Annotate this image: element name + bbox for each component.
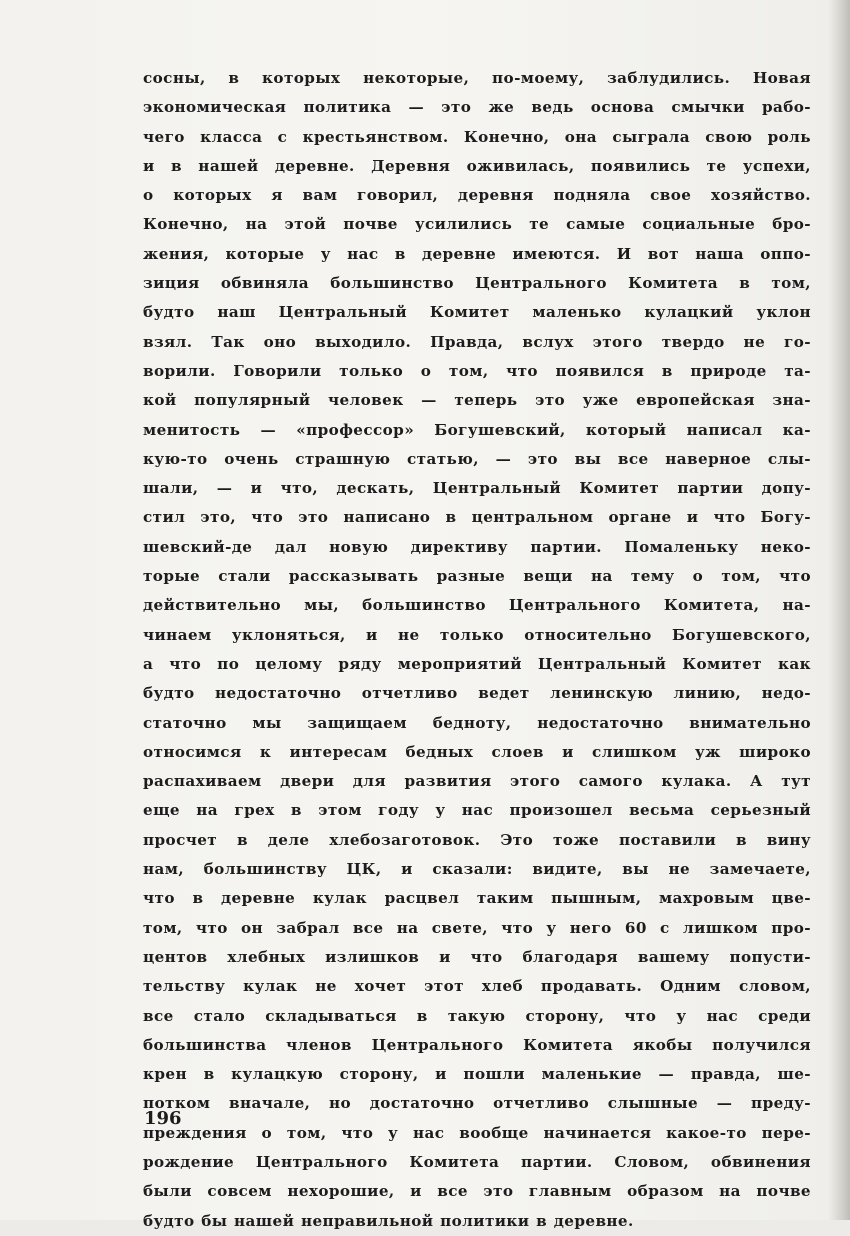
text-line: стил это, что это написано в центральном органе и что Богу- [143,508,811,527]
text-line: зиция обвиняла большинство Центрального Комитета в том, [143,274,811,293]
text-line: чего класса с крестьянством. Конечно, она сыграла свою роль [143,127,811,146]
text-line: взял. Так оно выходило. Правда, вслух этого твердо не го- [143,332,811,351]
text-line: преждения о том, что у нас вообще начинается какое-то пере- [143,1123,811,1142]
text-line: чинаем уклоняться, и не только относительно Богушевского, [143,625,811,644]
body-text [143,64,811,1236]
text-line: рождение Центрального Комитета партии. Словом, обвинения [143,1152,811,1171]
text-line: о которых я вам говорил, деревня подняла свое хозяйство. [143,186,811,205]
text-line: будто недостаточно отчетливо ведет ленинскую линию, недо- [143,684,811,703]
text-line: потком вначале, но достаточно отчетливо слышные — преду- [143,1094,811,1113]
text-line: менитость — «профессор» Богушевский, который написал ка- [143,420,811,439]
text-line: что в деревне кулак расцвел таким пышным, махровым цве- [143,889,811,908]
page-edge-shadow [828,0,850,1220]
text-line: будто наш Центральный Комитет маленько кулацкий уклон [143,303,811,322]
text-line: а что по целому ряду мероприятий Центральный Комитет как [143,654,811,673]
text-line: экономическая политика — это же ведь основа смычки рабо- [143,98,811,117]
text-line: шали, — и что, дескать, Центральный Комитет партии допу- [143,479,811,498]
text-line: кую-то очень страшную статью, — это вы все наверное слы- [143,449,811,468]
text-line: сосны, в которых некоторые, по-моему, заблудились. Новая [143,69,811,87]
text-line: статочно мы защищаем бедноту, недостаточно внимательно [143,713,811,732]
text-line: относимся к интересам бедных слоев и слишком уж широко [143,742,811,761]
text-line: нам, большинству ЦК, и сказали: видите, вы не замечаете, [143,860,811,879]
page-number: 196 [144,1108,182,1129]
text-line: все стало складываться в такую сторону, что у нас среди [143,1006,811,1025]
text-line: действительно мы, большинство Центрального Комитета, на- [143,596,811,615]
text-line: крен в кулацкую сторону, и пошли маленькие — правда, ше- [143,1065,811,1084]
text-line: большинства членов Центрального Комитета якобы получился [143,1035,811,1054]
text-line: Конечно, на этой почве усилились те самые социальные бро- [143,215,811,234]
text-line: торые стали рассказывать разные вещи на тему о том, что [143,567,811,586]
text-line: были совсем нехорошие, и все это главным образом на почве [143,1182,811,1201]
text-line: центов хлебных излишков и что благодаря вашему попусти- [143,947,811,966]
text-line: и в нашей деревне. Деревня оживилась, появились те успехи, [143,156,811,175]
text-line: шевский-де дал новую директиву партии. Помаленьку неко- [143,537,811,556]
text-line: будто бы нашей неправильной политики в деревне. [143,1211,634,1230]
text-line: распахиваем двери для развития этого самого кулака. А тут [143,772,811,791]
text-line: еще на грех в этом году у нас произошел весьма серьезный [143,801,811,820]
text-line: тельству кулак не хочет этот хлеб продавать. Одним словом, [143,977,811,996]
text-line: жения, которые у нас в деревне имеются. И вот наша оппо- [143,244,811,263]
text-line: ворили. Говорили только о том, что появился в природе та- [143,361,811,380]
text-line: кой популярный человек — теперь это уже европейская зна- [143,391,811,410]
text-line: просчет в деле хлебозаготовок. Это тоже поставили в вину [143,830,811,849]
text-line: том, что он забрал все на свете, что у него 60 с лишком про- [143,918,811,937]
